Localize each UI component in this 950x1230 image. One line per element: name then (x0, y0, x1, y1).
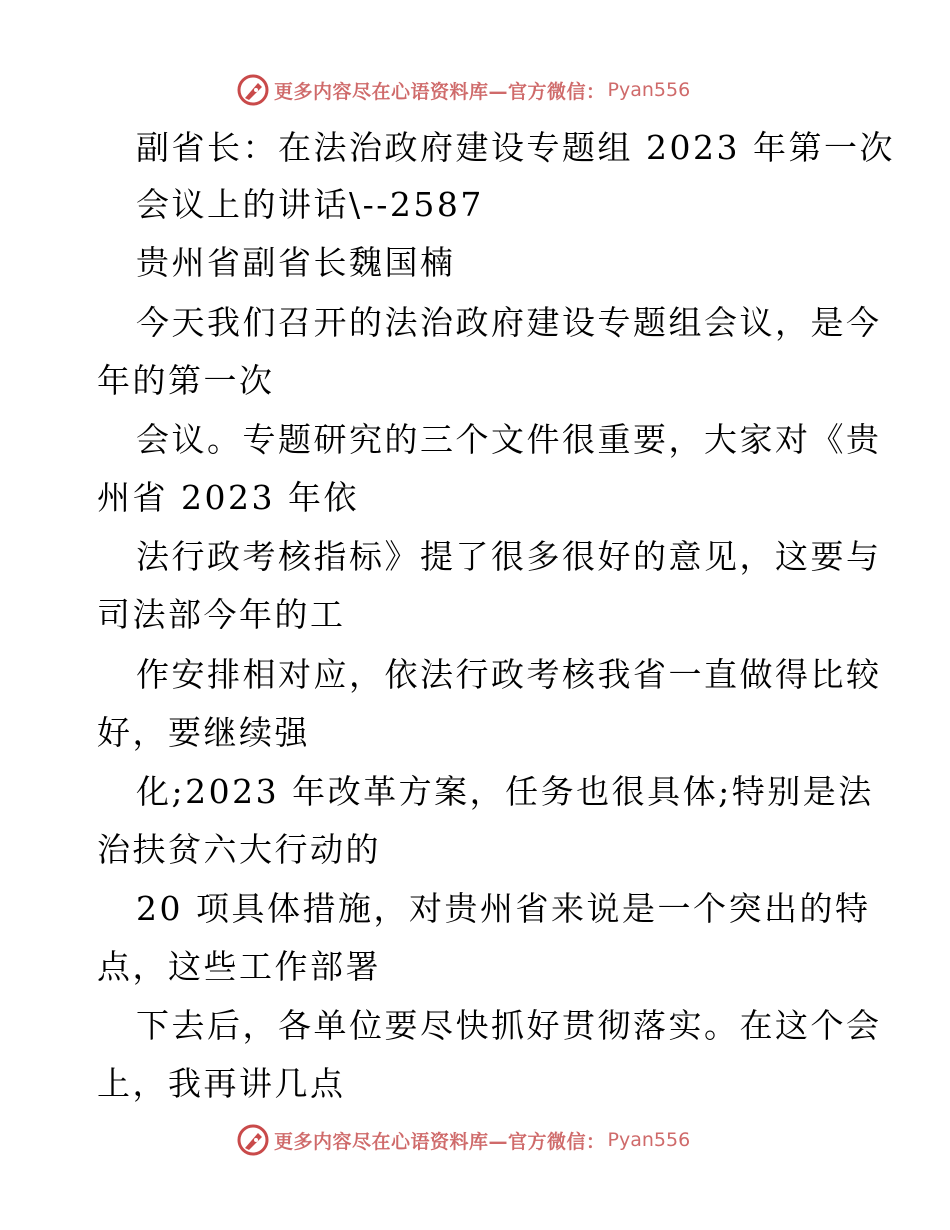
text-line: 治扶贫六大行动的 (97, 830, 381, 869)
text-line: 司法部今年的工 (97, 595, 346, 634)
watermark-wechat-id: Pyan556 (607, 79, 691, 101)
text-line: 下去后，各单位要尽快抓好贯彻落实。在这个会 (136, 1006, 882, 1045)
text-line: 州省 2023 年依 (97, 478, 359, 517)
text-line: 今天我们召开的法治政府建设专题组会议，是今 (136, 303, 882, 342)
text-line: 好，要继续强 (97, 713, 310, 752)
text-line: 上，我再讲几点 (97, 1064, 346, 1103)
text-line: 年的第一次 (97, 361, 275, 400)
text-line: 副省长：在法治政府建设专题组 2023 年第一次 (136, 128, 895, 167)
watermark-text: 更多内容尽在心语资料库—官方微信： (274, 80, 606, 103)
pen-nib-logo-icon (236, 1123, 270, 1157)
header-watermark (236, 73, 690, 107)
text-line: 点，这些工作部署 (97, 947, 381, 986)
pen-nib-logo-icon (236, 73, 270, 107)
text-line: 化;2023 年改革方案，任务也很具体;特别是法 (136, 772, 874, 811)
text-line: 20 项具体措施，对贵州省来说是一个突出的特 (136, 889, 871, 928)
text-line: 会议。专题研究的三个文件很重要，大家对《贵 (136, 420, 882, 459)
text-line: 贵州省副省长魏国楠 (136, 243, 456, 282)
footer-watermark (236, 1123, 690, 1157)
text-line: 作安排相对应，依法行政考核我省一直做得比较 (136, 655, 882, 694)
watermark-text: 更多内容尽在心语资料库—官方微信： (274, 1130, 606, 1153)
text-line: 法行政考核指标》提了很多很好的意见，这要与 (136, 537, 882, 576)
text-line: 会议上的讲话\--2587 (136, 185, 484, 224)
watermark-wechat-id: Pyan556 (607, 1129, 691, 1151)
